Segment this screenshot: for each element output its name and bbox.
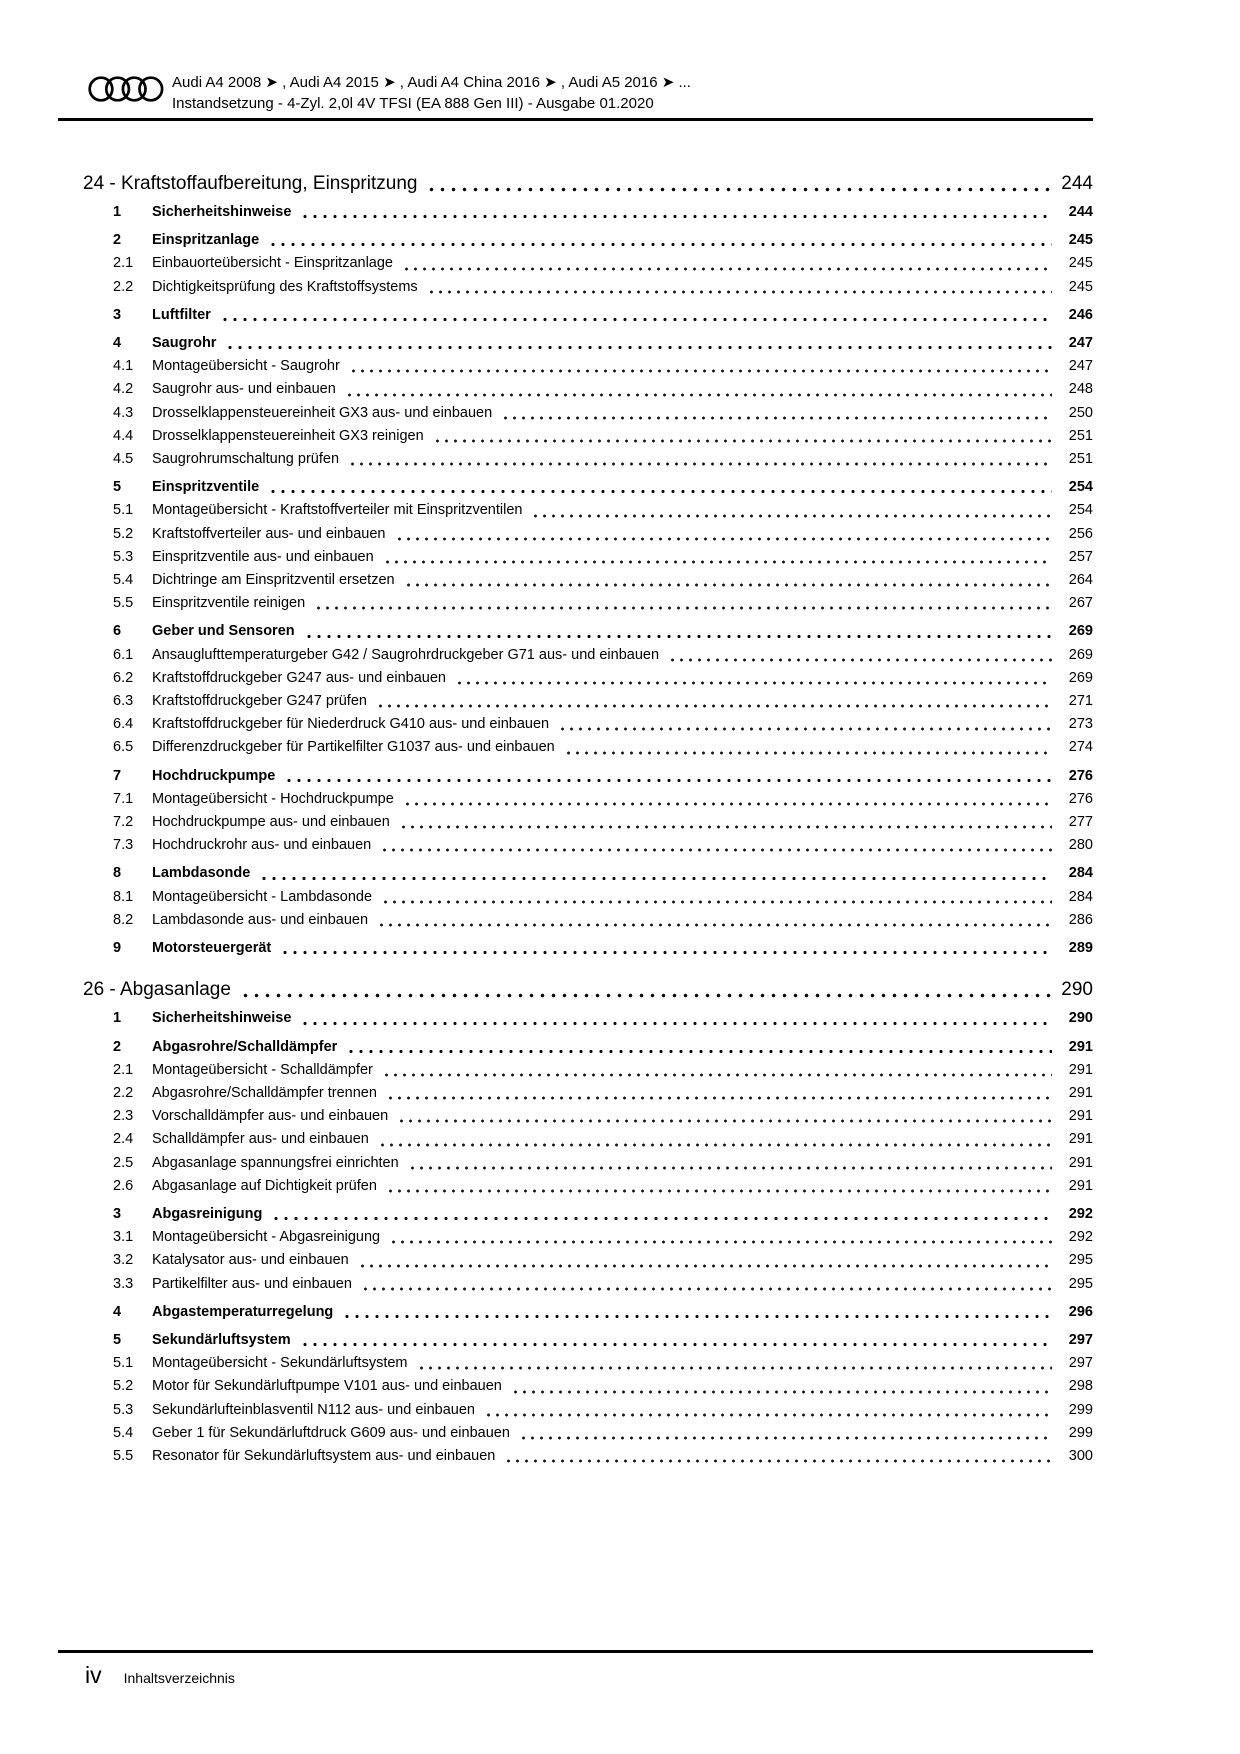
entry-number: 3 xyxy=(113,1205,122,1222)
dot-leader xyxy=(501,416,1052,420)
dot-leader xyxy=(399,825,1052,829)
toc-entry xyxy=(83,1352,1093,1375)
entry-title[interactable]: Dichtringe am Einspritzventil ersetzen xyxy=(152,572,395,589)
entry-number: 5.3 xyxy=(113,1401,134,1418)
dot-leader xyxy=(376,704,1052,708)
entry-page-number[interactable]: 299 xyxy=(1068,1424,1093,1441)
entry-number: 6.1 xyxy=(113,646,134,663)
entry-page-number[interactable]: 269 xyxy=(1068,646,1093,663)
toc-entry xyxy=(83,1059,1093,1082)
entry-number: 2.5 xyxy=(113,1154,134,1171)
entry-title[interactable]: Abgasanlage spannungsfrei einrichten xyxy=(152,1154,399,1171)
entry-page-number[interactable]: 267 xyxy=(1068,595,1093,612)
entry-title[interactable]: Hochdruckpumpe aus- und einbauen xyxy=(152,814,390,831)
entry-number: 5 xyxy=(113,479,122,496)
dot-leader xyxy=(386,1189,1052,1193)
page-header xyxy=(88,72,691,114)
entry-number: 5.1 xyxy=(113,502,134,519)
entry-page-number[interactable]: 276 xyxy=(1068,767,1093,784)
header-subtitle-line: Instandsetzung - 4-Zyl. 2,0l 4V TFSI (EA 888 Gen III) - Ausgabe 01.2020 xyxy=(172,95,654,112)
dot-leader xyxy=(395,537,1053,541)
entry-number: 5.1 xyxy=(113,1355,134,1372)
entry-number: 6.2 xyxy=(113,669,134,686)
entry-number: 3.3 xyxy=(113,1275,134,1292)
toc-chapter-heading xyxy=(83,172,1093,196)
entry-title[interactable]: Einspritzventile xyxy=(152,479,260,496)
entry-number: 3 xyxy=(113,306,122,323)
entry-number: 4 xyxy=(113,1303,122,1320)
dot-leader xyxy=(358,1264,1052,1268)
header-models-line: Audi A4 2008 ➤ , Audi A4 2015 ➤ , Audi A4 China 2016 ➤ , Audi A5 2016 ➤ ... xyxy=(172,74,691,91)
entry-number: 6.3 xyxy=(113,693,134,710)
entry-number: 6 xyxy=(113,623,122,640)
dot-leader xyxy=(382,1073,1052,1077)
entry-title[interactable]: Montageübersicht - Saugrohr xyxy=(152,358,340,375)
toc-entry xyxy=(83,1105,1093,1128)
entry-page-number[interactable]: 296 xyxy=(1068,1303,1093,1320)
dot-leader xyxy=(314,606,1052,610)
dot-leader xyxy=(433,439,1052,443)
toc-entry xyxy=(83,1128,1093,1151)
entry-page-number[interactable]: 297 xyxy=(1068,1331,1093,1348)
entry-number: 5.2 xyxy=(113,1378,134,1395)
entry-number: 9 xyxy=(113,940,122,957)
entry-title[interactable]: Hochdruckrohr aus- und einbauen xyxy=(152,837,372,854)
dot-leader xyxy=(259,876,1052,881)
dot-leader xyxy=(668,658,1052,662)
entry-title[interactable]: Montageübersicht - Sekundärluftsystem xyxy=(152,1355,408,1372)
dot-leader xyxy=(403,802,1052,806)
entry-title[interactable]: Geber und Sensoren xyxy=(152,623,295,640)
dot-leader xyxy=(417,1366,1053,1370)
toc-entry xyxy=(83,862,1093,885)
entry-title[interactable]: Dichtigkeitsprüfung des Kraftstoffsystems xyxy=(152,278,418,295)
entry-page-number[interactable]: 284 xyxy=(1068,865,1093,882)
toc-entry xyxy=(83,713,1093,736)
entry-number: 4.4 xyxy=(113,427,134,444)
dot-leader xyxy=(558,727,1052,731)
toc-entry xyxy=(83,523,1093,546)
entry-number: 2.1 xyxy=(113,255,134,272)
entry-title[interactable]: Montageübersicht - Hochdruckpumpe xyxy=(152,790,394,807)
entry-title[interactable]: Motorsteuergerät xyxy=(152,940,272,957)
entry-title[interactable]: Abgasrohre/Schalldämpfer trennen xyxy=(152,1084,377,1101)
entry-title[interactable]: Luftfilter xyxy=(152,306,211,323)
dot-leader xyxy=(383,560,1052,564)
toc-entry xyxy=(83,834,1093,857)
dot-leader xyxy=(427,290,1052,294)
dot-leader xyxy=(402,267,1052,271)
dot-leader xyxy=(397,1119,1052,1123)
entry-number: 8 xyxy=(113,865,122,882)
entry-page-number[interactable]: 291 xyxy=(1068,1084,1093,1101)
entry-page-number[interactable]: 277 xyxy=(1068,814,1093,831)
dot-leader xyxy=(346,1049,1052,1054)
entry-number: 6.4 xyxy=(113,716,134,733)
toc-entry xyxy=(83,425,1093,448)
entry-number: 2.1 xyxy=(113,1061,134,1078)
dot-leader xyxy=(389,1240,1052,1244)
toc-entry xyxy=(83,620,1093,643)
dot-leader xyxy=(381,900,1052,904)
entry-title[interactable]: Motor für Sekundärluftpumpe V101 aus- und einbauen xyxy=(152,1378,502,1395)
entry-number: 8.1 xyxy=(113,888,134,905)
entry-title[interactable]: Sekundärluftsystem xyxy=(152,1331,291,1348)
toc-entry xyxy=(83,569,1093,592)
toc-entry xyxy=(83,1329,1093,1352)
entry-page-number[interactable]: 271 xyxy=(1068,693,1093,710)
entry-title[interactable]: Katalysator aus- und einbauen xyxy=(152,1252,349,1269)
dot-leader xyxy=(386,1096,1052,1100)
entry-page-number[interactable]: 273 xyxy=(1068,716,1093,733)
entry-number: 7.3 xyxy=(113,837,134,854)
entry-title[interactable]: Drosselklappensteuereinheit GX3 aus- und einbauen xyxy=(152,404,493,421)
entry-page-number[interactable]: 291 xyxy=(1068,1177,1093,1194)
entry-number: 7.2 xyxy=(113,814,134,831)
dot-leader xyxy=(380,848,1052,852)
entry-number: 4.2 xyxy=(113,381,134,398)
entry-title[interactable]: Lambdasonde xyxy=(152,865,251,882)
entry-title[interactable]: Kraftstoffverteiler aus- und einbauen xyxy=(152,525,386,542)
chapter-page-number[interactable]: 290 xyxy=(1061,979,1093,1001)
entry-title[interactable]: Einspritzanlage xyxy=(152,232,260,249)
dot-leader xyxy=(271,1216,1052,1221)
entry-page-number[interactable]: 251 xyxy=(1068,427,1093,444)
chapter-page-number[interactable]: 244 xyxy=(1061,173,1093,194)
footer-section-label: Inhaltsverzeichnis xyxy=(123,1670,235,1686)
toc-entry xyxy=(83,1375,1093,1398)
entry-number: 7 xyxy=(113,767,122,784)
entry-title[interactable]: Sekundärlufteinblasventil N112 aus- und einbauen xyxy=(152,1401,475,1418)
toc-entry xyxy=(83,448,1093,471)
entry-page-number[interactable]: 280 xyxy=(1068,837,1093,854)
toc-entry xyxy=(83,909,1093,932)
dot-leader xyxy=(504,1459,1052,1463)
entry-page-number[interactable]: 289 xyxy=(1068,940,1093,957)
dot-leader xyxy=(564,751,1052,755)
entry-page-number[interactable]: 291 xyxy=(1068,1154,1093,1171)
entry-page-number[interactable]: 264 xyxy=(1068,572,1093,589)
entry-title[interactable]: Differenzdruckgeber für Partikelfilter G1037 aus- und einbauen xyxy=(152,739,555,756)
entry-title[interactable]: Vorschalldämpfer aus- und einbauen xyxy=(152,1108,389,1125)
dot-leader xyxy=(426,187,1052,192)
entry-number: 4.3 xyxy=(113,404,134,421)
toc-entry xyxy=(83,304,1093,327)
entry-number: 5.5 xyxy=(113,1447,134,1464)
toc-entry xyxy=(83,1152,1093,1175)
dot-leader xyxy=(377,923,1052,927)
dot-leader xyxy=(511,1390,1052,1394)
toc-chapter-heading xyxy=(83,978,1093,1002)
dot-leader xyxy=(484,1413,1052,1417)
dot-leader xyxy=(378,1143,1052,1147)
entry-title[interactable]: Lambdasonde aus- und einbauen xyxy=(152,911,369,928)
entry-title[interactable]: Geber 1 für Sekundärluftdruck G609 aus- und einbauen xyxy=(152,1424,510,1441)
entry-page-number[interactable]: 274 xyxy=(1068,739,1093,756)
toc xyxy=(83,172,1093,1468)
toc-entry xyxy=(83,937,1093,960)
entry-title[interactable]: Partikelfilter aus- und einbauen xyxy=(152,1275,352,1292)
entry-title[interactable]: Einspritzventile aus- und einbauen xyxy=(152,548,374,565)
toc-entry xyxy=(83,690,1093,713)
toc-entry xyxy=(83,499,1093,522)
toc-entry xyxy=(83,546,1093,569)
dot-leader xyxy=(345,393,1052,397)
entry-number: 4.5 xyxy=(113,451,134,468)
entry-title[interactable]: Abgasreinigung xyxy=(152,1205,263,1222)
dot-leader xyxy=(304,634,1052,639)
entry-number: 5.4 xyxy=(113,1424,134,1441)
entry-number: 8.2 xyxy=(113,911,134,928)
entry-page-number[interactable]: 246 xyxy=(1068,306,1093,323)
dot-leader xyxy=(408,1166,1052,1170)
entry-page-number[interactable]: 257 xyxy=(1068,548,1093,565)
entry-number: 5.3 xyxy=(113,548,134,565)
entry-page-number[interactable]: 248 xyxy=(1068,381,1093,398)
dot-leader xyxy=(300,214,1052,219)
entry-page-number[interactable]: 295 xyxy=(1068,1275,1093,1292)
toc-entry xyxy=(83,402,1093,425)
dot-leader xyxy=(220,317,1052,322)
toc-entry xyxy=(83,229,1093,252)
entry-page-number[interactable]: 298 xyxy=(1068,1378,1093,1395)
entry-number: 2 xyxy=(113,1038,122,1055)
toc-entry xyxy=(83,1007,1093,1030)
footer-rule xyxy=(58,1650,1093,1653)
toc-entry xyxy=(83,1249,1093,1272)
entry-number: 7.1 xyxy=(113,790,134,807)
dot-leader xyxy=(349,369,1052,373)
dot-leader xyxy=(404,583,1052,587)
toc-entry xyxy=(83,1445,1093,1468)
entry-title[interactable]: Montageübersicht - Kraftstoffverteiler mit Einspritzventilen xyxy=(152,502,523,519)
entry-title[interactable]: Einspritzventile reinigen xyxy=(152,595,306,612)
dot-leader xyxy=(361,1287,1052,1291)
entry-page-number[interactable]: 291 xyxy=(1068,1108,1093,1125)
entry-page-number[interactable]: 245 xyxy=(1068,232,1093,249)
dot-leader xyxy=(519,1436,1052,1440)
toc-entry xyxy=(83,788,1093,811)
toc-entry xyxy=(83,644,1093,667)
toc-entry xyxy=(83,332,1093,355)
dot-leader xyxy=(240,993,1052,998)
footer-page-number: iv xyxy=(85,1662,102,1688)
entry-page-number[interactable]: 284 xyxy=(1068,888,1093,905)
entry-page-number[interactable]: 290 xyxy=(1068,1010,1093,1027)
chapter-title[interactable]: 24 - Kraftstoffaufbereitung, Einspritzung xyxy=(83,173,418,194)
toc-entry xyxy=(83,1203,1093,1226)
entry-title[interactable]: Sicherheitshinweise xyxy=(152,1010,292,1027)
entry-page-number[interactable]: 291 xyxy=(1068,1061,1093,1078)
entry-number: 2.4 xyxy=(113,1131,134,1148)
toc-entry xyxy=(83,886,1093,909)
toc-entry xyxy=(83,1301,1093,1324)
entry-page-number[interactable]: 295 xyxy=(1068,1252,1093,1269)
entry-title[interactable]: Einbauorteübersicht - Einspritzanlage xyxy=(152,255,393,272)
entry-title[interactable]: Montageübersicht - Abgasreinigung xyxy=(152,1229,381,1246)
entry-title[interactable]: Drosselklappensteuereinheit GX3 reinigen xyxy=(152,427,424,444)
page-footer xyxy=(85,1660,235,1690)
toc-entry xyxy=(83,1082,1093,1105)
dot-leader xyxy=(531,514,1052,518)
header-rule xyxy=(58,118,1093,121)
entry-title[interactable]: Resonator für Sekundärluftsystem aus- und einbauen xyxy=(152,1447,496,1464)
audi-rings-icon xyxy=(88,75,164,103)
toc-entry xyxy=(83,736,1093,759)
entry-page-number[interactable]: 245 xyxy=(1068,255,1093,272)
toc-entry xyxy=(83,667,1093,690)
toc-entry xyxy=(83,1036,1093,1059)
toc-entry xyxy=(83,355,1093,378)
entry-number: 6.5 xyxy=(113,739,134,756)
entry-page-number[interactable]: 250 xyxy=(1068,404,1093,421)
toc-entry xyxy=(83,252,1093,275)
entry-page-number[interactable]: 247 xyxy=(1068,358,1093,375)
entry-page-number[interactable]: 291 xyxy=(1068,1038,1093,1055)
chapter-title[interactable]: 26 - Abgasanlage xyxy=(83,979,231,1001)
toc-entry xyxy=(83,201,1093,224)
entry-title[interactable]: Kraftstoffdruckgeber G247 prüfen xyxy=(152,693,367,710)
entry-number: 2.2 xyxy=(113,1084,134,1101)
entry-title[interactable]: Kraftstoffdruckgeber für Niederdruck G410 aus- und einbauen xyxy=(152,716,550,733)
dot-leader xyxy=(348,462,1052,466)
entry-number: 1 xyxy=(113,204,122,220)
entry-title[interactable]: Montageübersicht - Lambdasonde xyxy=(152,888,373,905)
entry-page-number[interactable]: 254 xyxy=(1068,502,1093,519)
dot-leader xyxy=(300,1342,1052,1347)
entry-page-number[interactable]: 251 xyxy=(1068,451,1093,468)
entry-page-number[interactable]: 292 xyxy=(1068,1229,1093,1246)
entry-title[interactable]: Saugrohr xyxy=(152,335,217,352)
entry-page-number[interactable]: 297 xyxy=(1068,1355,1093,1372)
entry-number: 5 xyxy=(113,1331,122,1348)
entry-page-number[interactable]: 269 xyxy=(1068,623,1093,640)
entry-number: 4.1 xyxy=(113,358,134,375)
entry-page-number[interactable]: 269 xyxy=(1068,669,1093,686)
entry-number: 2.6 xyxy=(113,1177,134,1194)
toc-entry xyxy=(83,765,1093,788)
entry-title[interactable]: Saugrohr aus- und einbauen xyxy=(152,381,336,398)
entry-number: 5.4 xyxy=(113,572,134,589)
entry-title[interactable]: Saugrohrumschaltung prüfen xyxy=(152,451,340,468)
toc-entry xyxy=(83,1226,1093,1249)
entry-page-number[interactable]: 244 xyxy=(1068,204,1093,220)
entry-page-number[interactable]: 256 xyxy=(1068,525,1093,542)
entry-number: 3.2 xyxy=(113,1252,134,1269)
toc-entry xyxy=(83,276,1093,299)
toc-entry xyxy=(83,811,1093,834)
dot-leader xyxy=(225,345,1052,350)
entry-page-number[interactable]: 254 xyxy=(1068,479,1093,496)
entry-number: 3.1 xyxy=(113,1229,134,1246)
entry-page-number[interactable]: 276 xyxy=(1068,790,1093,807)
entry-page-number[interactable]: 245 xyxy=(1068,278,1093,295)
entry-title[interactable]: Schalldämpfer aus- und einbauen xyxy=(152,1131,369,1148)
toc-entry xyxy=(83,1399,1093,1422)
toc-entry xyxy=(83,1422,1093,1445)
entry-title[interactable]: Abgastemperaturregelung xyxy=(152,1303,334,1320)
dot-leader xyxy=(455,681,1052,685)
entry-number: 2 xyxy=(113,232,122,249)
toc-entry xyxy=(83,476,1093,499)
entry-title[interactable]: Abgasrohre/Schalldämpfer xyxy=(152,1038,338,1055)
entry-number: 2.3 xyxy=(113,1108,134,1125)
toc-entry xyxy=(83,378,1093,401)
entry-number: 4 xyxy=(113,335,122,352)
toc-entry xyxy=(83,1175,1093,1198)
toc-entry xyxy=(83,1273,1093,1296)
dot-leader xyxy=(342,1314,1052,1319)
entry-number: 1 xyxy=(113,1010,122,1027)
entry-number: 5.2 xyxy=(113,525,134,542)
entry-page-number[interactable]: 247 xyxy=(1068,335,1093,352)
toc-entry xyxy=(83,592,1093,615)
entry-page-number[interactable]: 291 xyxy=(1068,1131,1093,1148)
entry-page-number[interactable]: 286 xyxy=(1068,911,1093,928)
dot-leader xyxy=(280,950,1052,955)
dot-leader xyxy=(300,1021,1052,1026)
entry-title[interactable]: Montageübersicht - Schalldämpfer xyxy=(152,1061,373,1078)
entry-title[interactable]: Ansauglufttemperaturgeber G42 / Saugrohrdruckgeber G71 aus- und einbauen xyxy=(152,646,660,663)
entry-page-number[interactable]: 300 xyxy=(1068,1447,1093,1464)
entry-page-number[interactable]: 299 xyxy=(1068,1401,1093,1418)
entry-title[interactable]: Abgasanlage auf Dichtigkeit prüfen xyxy=(152,1177,377,1194)
entry-title[interactable]: Sicherheitshinweise xyxy=(152,204,292,220)
entry-title[interactable]: Hochdruckpumpe xyxy=(152,767,276,784)
dot-leader xyxy=(268,242,1052,247)
dot-leader xyxy=(284,778,1052,783)
dot-leader xyxy=(268,489,1052,494)
entry-number: 2.2 xyxy=(113,278,134,295)
entry-page-number[interactable]: 292 xyxy=(1068,1205,1093,1222)
entry-title[interactable]: Kraftstoffdruckgeber G247 aus- und einbauen xyxy=(152,669,446,686)
entry-number: 5.5 xyxy=(113,595,134,612)
